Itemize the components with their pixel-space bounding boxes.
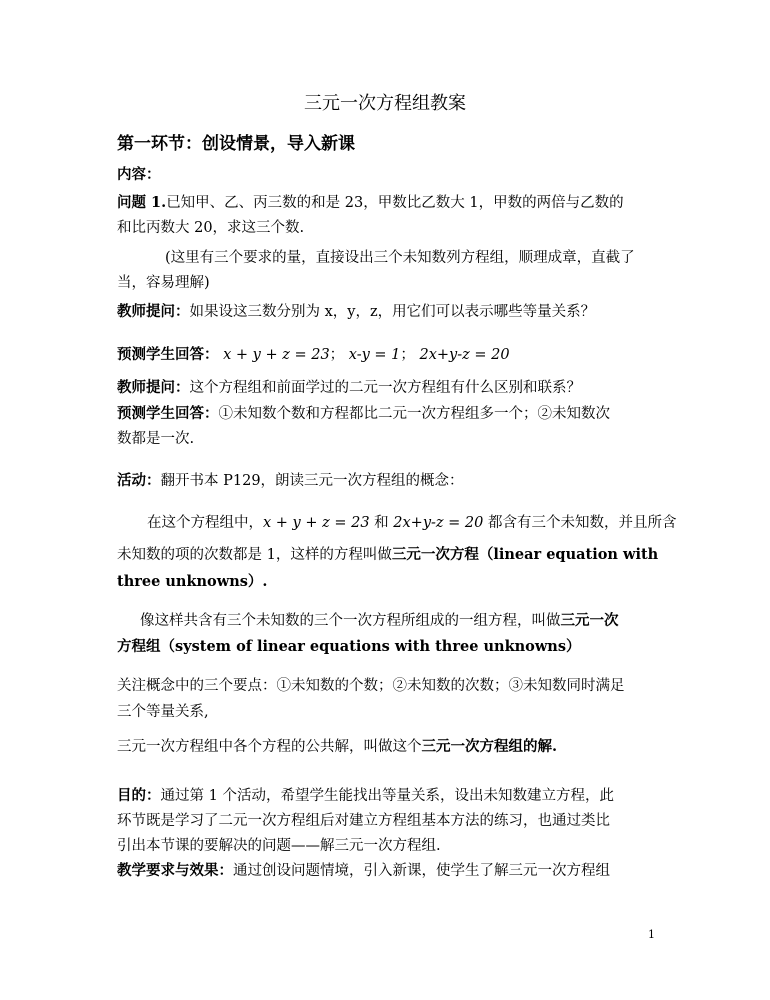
activity-label: 活动： (117, 472, 161, 489)
def1-pre: 在这个方程组中， (147, 515, 263, 531)
purpose-label: 目的： (117, 787, 161, 804)
teacher-label: 教师提问： (117, 379, 190, 396)
definition-1-line-2 (117, 545, 658, 565)
note-line-1: (这里有三个要求的量，直接设出三个未知数列方程组，顺理成章，直截了 (165, 250, 635, 266)
student-label: 预测学生回答： (117, 405, 219, 422)
equation-2: x-y = 1 (348, 347, 401, 363)
term-linear-equation: 三元一次方程（linear equation with (391, 546, 659, 563)
separator: ； (329, 347, 345, 363)
content-label: 内容： (117, 166, 161, 183)
requirement-label: 教学要求与效果： (117, 862, 233, 879)
solution-definition (117, 737, 557, 757)
requirement-line (117, 861, 610, 881)
focus-line-2: 三个等量关系, (117, 704, 209, 720)
activity-line (117, 471, 464, 491)
teacher-question-1 (117, 302, 595, 322)
requirement-text: 通过创设问题情境，引入新课，使学生了解三元一次方程组 (233, 863, 610, 879)
purpose-line-3: 引出本节课的要解决的问题——解三元一次方程组. (117, 838, 441, 854)
focus-line-1: 关注概念中的三个要点：①未知数的个数；②未知数的次数；③未知数同时满足 (117, 678, 625, 694)
activity-text: 翻开书本 P129，朗读三元一次方程组的概念： (160, 473, 464, 489)
note-line-2: 当，容易理解) (117, 275, 210, 291)
problem-line-1 (117, 193, 624, 213)
equation-1: x + y + z = 23 (223, 347, 330, 363)
problem-label: 问题 1. (117, 194, 167, 211)
section-heading: 第一环节：创设情景，导入新课 (117, 134, 355, 154)
solution-pre: 三元一次方程组中各个方程的公共解，叫做这个 (117, 739, 422, 755)
def1-equation-1: x + y + z = 23 (263, 515, 370, 531)
equation-3: 2x+y-z = 20 (419, 347, 510, 363)
term-solution: 三元一次方程组的解. (421, 738, 558, 755)
student-answer-1 (117, 345, 510, 365)
term-system-start: 三元一次 (560, 612, 619, 629)
def1-equation-2: 2x+y-z = 20 (393, 515, 484, 531)
def1-mid: 和 (369, 515, 394, 531)
definition-1-line-3: three unknowns）. (117, 573, 268, 590)
student-label: 预测学生回答： (117, 346, 219, 363)
problem-line-2: 和比丙数大 20，求这三个数. (117, 220, 305, 236)
student-answer-text: ①未知数个数和方程都比二元一次方程组多一个；②未知数次 (218, 406, 610, 422)
teacher-label: 教师提问： (117, 303, 190, 320)
student-answer-2-line-2: 数都是一次. (117, 431, 195, 447)
def2-pre: 像这样共含有三个未知数的三个一次方程所组成的一组方程，叫做 (140, 613, 561, 629)
def1-post: 都含有三个未知数，并且所含 (483, 515, 677, 531)
separator: ； (400, 347, 415, 363)
page-number: 1 (648, 928, 655, 941)
teacher-question-text: 这个方程组和前面学过的二元一次方程组有什么区别和联系？ (189, 380, 581, 396)
purpose-line-1 (117, 786, 614, 806)
document-title: 三元一次方程组教案 (304, 93, 466, 114)
definition-1-line-1 (147, 513, 677, 533)
def1-line2-pre: 未知数的项的次数都是 1，这样的方程叫做 (117, 547, 392, 563)
purpose-line-2: 环节既是学习了二元一次方程组后对建立方程组基本方法的练习，也通过类比 (117, 813, 610, 829)
definition-2-line-1 (140, 611, 619, 631)
purpose-text-1: 通过第 1 个活动，希望学生能找出等量关系，设出未知数建立方程，此 (160, 788, 614, 804)
problem-text-1: 已知甲、乙、丙三数的和是 23，甲数比乙数大 1，甲数的两倍与乙数的 (166, 195, 624, 211)
teacher-question-text: 如果设这三数分别为 x，y，z，用它们可以表示哪些等量关系？ (189, 304, 596, 320)
definition-2-line-2: 方程组（system of linear equations with three unknowns） (117, 638, 581, 655)
teacher-question-2 (117, 378, 581, 398)
student-answer-2-line-1 (117, 404, 610, 424)
